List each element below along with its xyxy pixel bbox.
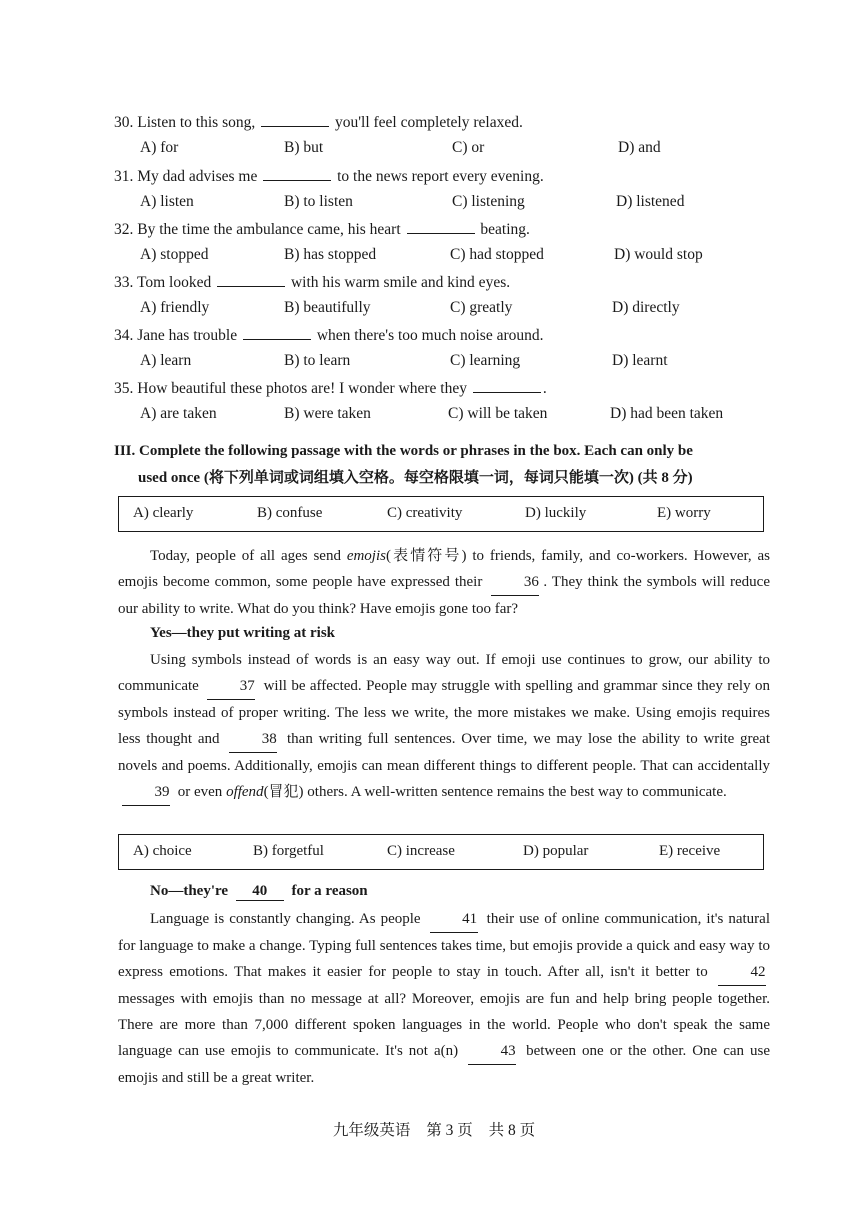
section-3-line-1: III. Complete the following passage with the words or phrases in the box. Each can only be bbox=[114, 443, 693, 459]
option-d[interactable]: D) and bbox=[618, 139, 661, 156]
passage-paragraph-1 bbox=[118, 543, 770, 622]
text: Language is constantly changing. As people bbox=[150, 911, 426, 927]
subheading-yes: Yes—they put writing at risk bbox=[150, 625, 336, 641]
question-text: 32. By the time the ambulance came, his heart bbox=[114, 221, 405, 238]
option-a[interactable]: A) are taken bbox=[140, 405, 217, 422]
options-33 bbox=[140, 299, 760, 321]
option-c[interactable]: C) had stopped bbox=[450, 246, 544, 263]
word-box-1 bbox=[118, 496, 764, 532]
option-c[interactable]: C) or bbox=[452, 139, 485, 156]
answer-blank[interactable] bbox=[261, 112, 329, 127]
text: their use of online communication, it's natural for language to make a change. Typing full sentences takes time, but emojis provide a quick and easy way to express emotions. That makes it easier for people to stay in touch. After all, isn't it better to bbox=[118, 911, 770, 980]
word-option: E) receive bbox=[659, 843, 721, 859]
word-option: C) increase bbox=[387, 843, 455, 859]
section-3-heading bbox=[114, 438, 774, 492]
word-option: D) luckily bbox=[525, 505, 587, 521]
option-a[interactable]: A) friendly bbox=[140, 299, 210, 316]
blank-43[interactable]: 43 bbox=[468, 1038, 516, 1065]
question-text-end: you'll feel completely relaxed. bbox=[331, 114, 523, 131]
option-c[interactable]: C) will be taken bbox=[448, 405, 548, 422]
options-35 bbox=[140, 405, 760, 427]
question-31 bbox=[114, 166, 544, 186]
text: for a reason bbox=[287, 883, 368, 899]
option-a[interactable]: A) stopped bbox=[140, 246, 209, 263]
footer-total-pages: 共 8 页 bbox=[488, 1122, 536, 1139]
answer-blank[interactable] bbox=[217, 272, 285, 287]
word-option: A) clearly bbox=[133, 505, 194, 521]
text: Today, people of all ages send bbox=[150, 548, 347, 564]
option-b[interactable]: B) beautifully bbox=[284, 299, 371, 316]
term-offend: offend bbox=[226, 784, 264, 800]
word-option: C) creativity bbox=[387, 505, 463, 521]
blank-39[interactable]: 39 bbox=[122, 779, 170, 806]
question-text-end: . bbox=[542, 380, 547, 397]
blank-38[interactable]: 38 bbox=[229, 726, 277, 753]
option-b[interactable]: B) were taken bbox=[284, 405, 371, 422]
question-text: 35. How beautiful these photos are! I wonder where they bbox=[114, 380, 471, 397]
blank-36[interactable]: 36 bbox=[491, 569, 539, 596]
option-c[interactable]: C) listening bbox=[452, 193, 525, 210]
passage-paragraph-2 bbox=[118, 647, 770, 806]
word-option: A) choice bbox=[133, 843, 192, 859]
text: messages with emojis than no message at all? Moreover, emojis are fun and help bring people together. There are more than 7,000 different spoken languages in the world. People who don't speak the same language can use emojis to communicate. It's not a(n) bbox=[118, 991, 770, 1059]
option-d[interactable]: D) had been taken bbox=[610, 405, 724, 422]
question-text-end: to the news report every evening. bbox=[333, 168, 544, 185]
options-34 bbox=[140, 352, 760, 374]
question-33 bbox=[114, 272, 510, 292]
question-text: 31. My dad advises me bbox=[114, 168, 262, 185]
answer-blank[interactable] bbox=[407, 219, 475, 234]
options-31 bbox=[140, 193, 760, 215]
option-b[interactable]: B) has stopped bbox=[284, 246, 377, 263]
question-text-end: with his warm smile and kind eyes. bbox=[287, 274, 511, 291]
term-emojis: emojis bbox=[346, 548, 386, 564]
passage-paragraph-3 bbox=[118, 906, 770, 1091]
text: . They think the symbols will reduce our ability to write. What do you think? Have emojis gone too far? bbox=[118, 574, 770, 617]
text: than writing full sentences. Over time, we may lose the ability to write great novels and poems. Additionally, emojis can mean different things to different people. That can accidentally bbox=[118, 731, 771, 774]
answer-blank[interactable] bbox=[263, 166, 331, 181]
question-text: 34. Jane has trouble bbox=[114, 327, 241, 344]
option-c[interactable]: C) greatly bbox=[450, 299, 513, 316]
option-c[interactable]: C) learning bbox=[450, 352, 521, 369]
question-32 bbox=[114, 219, 530, 239]
word-option: D) popular bbox=[523, 843, 589, 859]
question-text-end: beating. bbox=[476, 221, 530, 238]
section-3-line-2: used once (将下列单词或词组填入空格。每空格限填一词，每词只能填一次) (共 8 分) bbox=[138, 470, 693, 486]
blank-37[interactable]: 37 bbox=[207, 673, 255, 700]
answer-blank[interactable] bbox=[473, 378, 541, 393]
footer-subject: 九年级英语 bbox=[332, 1122, 411, 1139]
question-text: 33. Tom looked bbox=[114, 274, 216, 291]
text: (表情符号) to friends, family, and co-workers. However, as emojis become common, some people have expressed their bbox=[118, 548, 770, 590]
text: Using symbols instead of words is an easy way out. If emoji use continues to grow, our ability to communicate bbox=[118, 652, 770, 694]
answer-blank[interactable] bbox=[243, 325, 311, 340]
text: will be affected. People may struggle with spelling and grammar since they rely on symbols instead of proper writing. The less we write, the more mistakes we make. Using emojis requires less thought and bbox=[118, 678, 770, 747]
word-option: B) confuse bbox=[257, 505, 323, 521]
option-a[interactable]: A) listen bbox=[140, 193, 194, 210]
question-text-end: when there's too much noise around. bbox=[312, 327, 544, 344]
word-option: E) worry bbox=[657, 505, 711, 521]
option-d[interactable]: D) listened bbox=[616, 193, 685, 210]
blank-40[interactable]: 40 bbox=[236, 883, 284, 901]
footer-page-number: 第 3 页 bbox=[426, 1122, 473, 1139]
option-d[interactable]: D) learnt bbox=[612, 352, 668, 369]
option-b[interactable]: B) to listen bbox=[284, 193, 353, 210]
option-d[interactable]: D) directly bbox=[612, 299, 680, 316]
option-b[interactable]: B) but bbox=[284, 139, 324, 156]
option-a[interactable]: A) for bbox=[140, 139, 179, 156]
text: between one or the other. One can use emojis and still be a great writer. bbox=[118, 1043, 771, 1086]
option-b[interactable]: B) to learn bbox=[284, 352, 351, 369]
word-box-2 bbox=[118, 834, 764, 870]
text: (冒犯) others. A well-written sentence remains the best way to communicate. bbox=[263, 784, 727, 800]
blank-41[interactable]: 41 bbox=[430, 906, 478, 933]
question-text: 30. Listen to this song, bbox=[114, 114, 260, 131]
question-35 bbox=[114, 378, 547, 398]
question-34 bbox=[114, 325, 544, 345]
word-option: B) forgetful bbox=[253, 843, 324, 859]
options-30 bbox=[140, 139, 760, 161]
question-30 bbox=[114, 112, 523, 132]
text: or even bbox=[174, 784, 227, 800]
text: No—they're bbox=[150, 883, 232, 899]
option-d[interactable]: D) would stop bbox=[614, 246, 703, 263]
page-footer bbox=[0, 1118, 868, 1140]
options-32 bbox=[140, 246, 760, 268]
subheading-no bbox=[150, 883, 368, 901]
blank-42[interactable]: 42 bbox=[718, 959, 766, 986]
option-a[interactable]: A) learn bbox=[140, 352, 192, 369]
